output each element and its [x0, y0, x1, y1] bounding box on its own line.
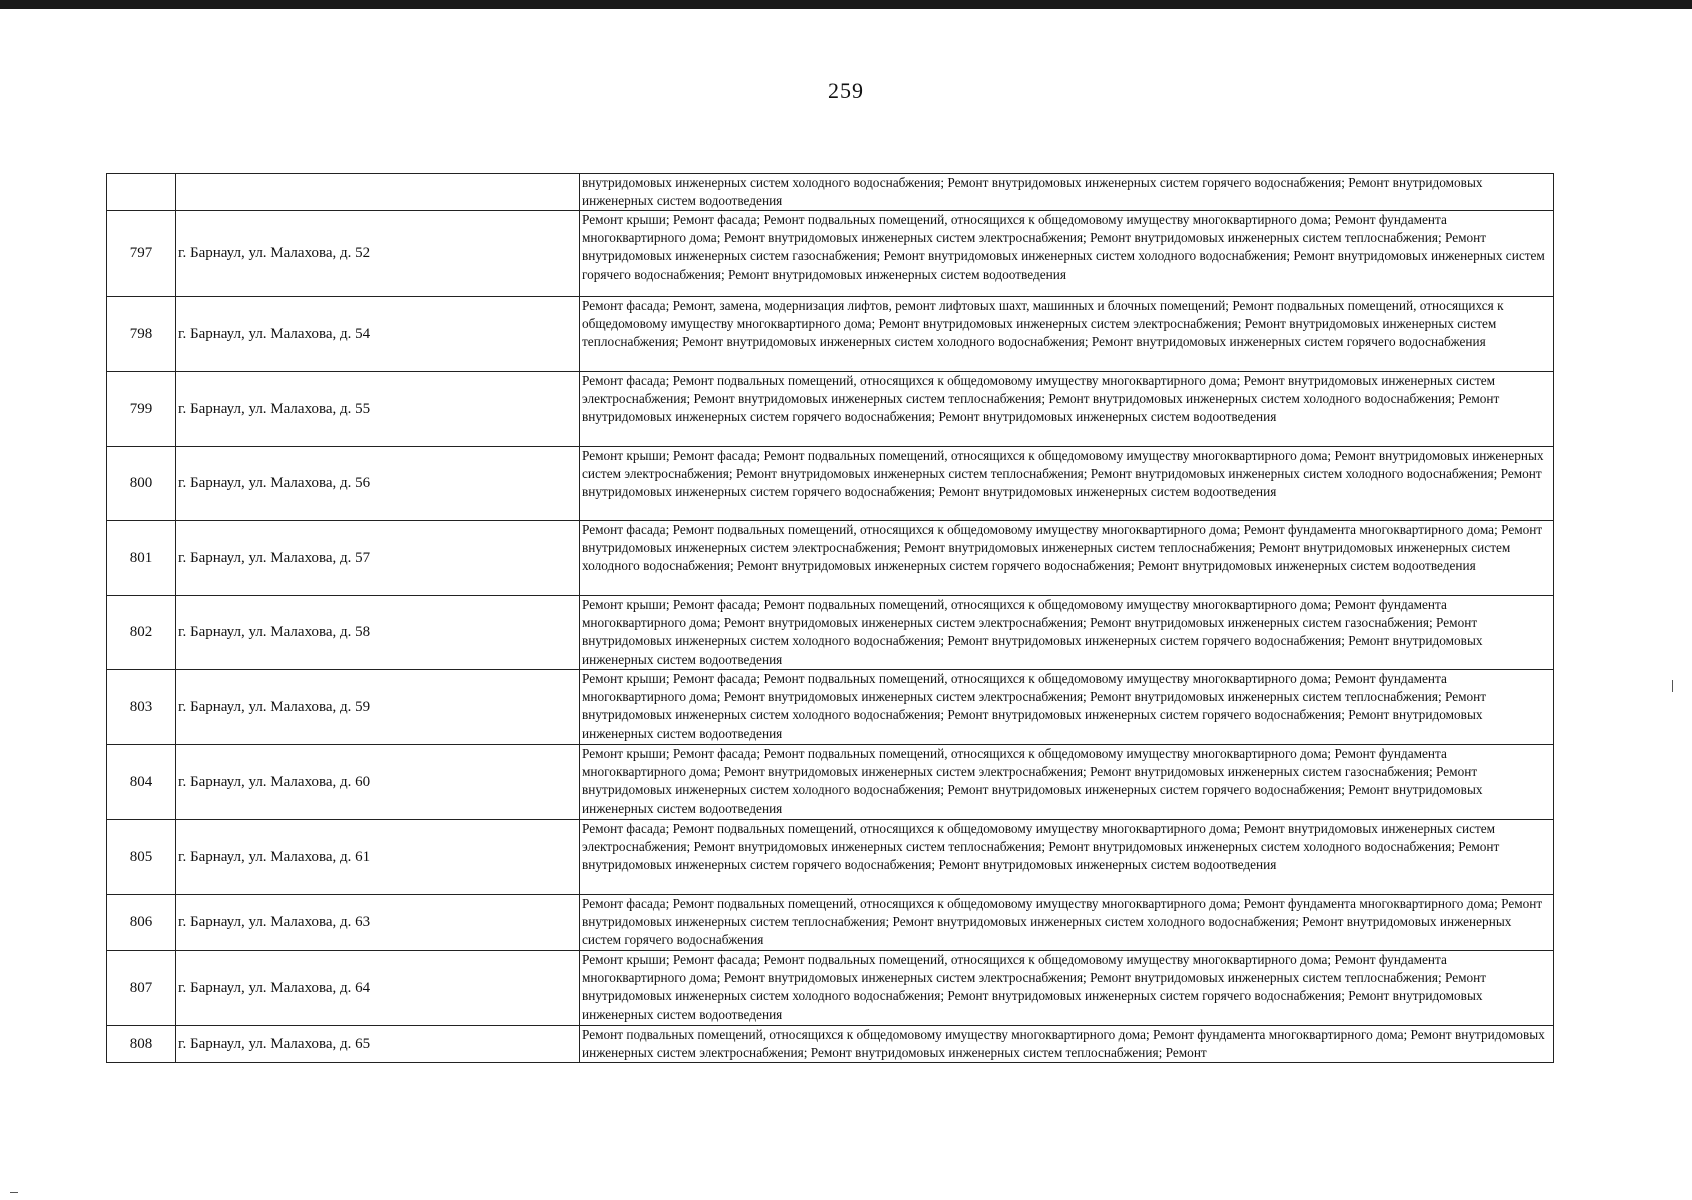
- repair-works-text: внутридомовых инженерных систем холодного водоснабжения; Ремонт внутридомовых инженерных систем горячего водоснабжения; Ремонт внутридомовых инженерных систем водоотведения: [582, 175, 1483, 209]
- house-address: г. Барнаул, ул. Малахова, д. 65: [176, 1026, 580, 1063]
- repair-works-text: Ремонт фасада; Ремонт подвальных помещений, относящихся к общедомовому имуществу многоквартирного дома; Ремонт внутридомовых инженерных систем электроснабжения; Ремонт внутридомовых инженерных систем теплоснабжения; Ремонт внутридомовых инженерных систем холодного водоснабжения; Ремонт внутридомовых инженерных систем горячего водоснабжения; Ремонт внутридомовых инженерных систем водоотведения: [582, 373, 1500, 425]
- repair-works-text: Ремонт подвальных помещений, относящихся к общедомовому имуществу многоквартирного дома; Ремонт фундамента многоквартирного дома; Ремонт внутридомовых инженерных систем электроснабжения; Ремонт внутридомовых инженерных систем теплоснабжения; Ремонт: [582, 1027, 1545, 1061]
- row-number: 805: [107, 820, 176, 895]
- house-address: г. Барнаул, ул. Малахова, д. 64: [176, 951, 580, 1026]
- repair-works-cell: [580, 670, 1554, 745]
- table-row: [107, 447, 1554, 521]
- table-row: [107, 745, 1554, 820]
- house-address: г. Барнаул, ул. Малахова, д. 54: [176, 297, 580, 372]
- repair-works-text: Ремонт крыши; Ремонт фасада; Ремонт подвальных помещений, относящихся к общедомовому имуществу многоквартирного дома; Ремонт фундамента многоквартирного дома; Ремонт внутридомовых инженерных систем электроснабжения; Ремонт внутридомовых инженерных систем теплоснабжения; Ремонт внутридомовых инженерных систем холодного водоснабжения; Ремонт внутридомовых инженерных систем горячего водоснабжения; Ремонт внутридомовых инженерных систем водоотведения: [582, 952, 1487, 1022]
- house-address: г. Барнаул, ул. Малахова, д. 59: [176, 670, 580, 745]
- table-row: [107, 596, 1554, 670]
- repair-works-text: Ремонт крыши; Ремонт фасада; Ремонт подвальных помещений, относящихся к общедомовому имуществу многоквартирного дома; Ремонт фундамента многоквартирного дома; Ремонт внутридомовых инженерных систем электроснабжения; Ремонт внутридомовых инженерных систем теплоснабжения; Ремонт внутридомовых инженерных систем холодного водоснабжения; Ремонт внутридомовых инженерных систем горячего водоснабжения; Ремонт внутридомовых инженерных систем водоотведения: [582, 671, 1487, 741]
- table-row: [107, 174, 1554, 211]
- table-row: [107, 297, 1554, 372]
- row-number: 806: [107, 895, 176, 951]
- table-row: [107, 211, 1554, 297]
- repair-works-cell: [580, 596, 1554, 670]
- repair-works-cell: [580, 372, 1554, 447]
- row-number: 798: [107, 297, 176, 372]
- repair-works-text: Ремонт крыши; Ремонт фасада; Ремонт подвальных помещений, относящихся к общедомовому имуществу многоквартирного дома; Ремонт внутридомовых инженерных систем электроснабжения; Ремонт внутридомовых инженерных систем теплоснабжения; Ремонт внутридомовых инженерных систем холодного водоснабжения; Ремонт внутридомовых инженерных систем горячего водоснабжения; Ремонт внутридомовых инженерных систем водоотведения: [582, 448, 1544, 500]
- table-row: [107, 820, 1554, 895]
- table-row: [107, 670, 1554, 745]
- row-number: 807: [107, 951, 176, 1026]
- repair-works-cell: [580, 820, 1554, 895]
- repair-works-text: Ремонт крыши; Ремонт фасада; Ремонт подвальных помещений, относящихся к общедомовому имуществу многоквартирного дома; Ремонт фундамента многоквартирного дома; Ремонт внутридомовых инженерных систем электроснабжения; Ремонт внутридомовых инженерных систем теплоснабжения; Ремонт внутридомовых инженерных систем газоснабжения; Ремонт внутридомовых инженерных систем холодного водоснабжения; Ремонт внутридомовых инженерных систем горячего водоснабжения; Ремонт внутридомовых инженерных систем водоотведения: [582, 212, 1545, 282]
- repair-works-text: Ремонт крыши; Ремонт фасада; Ремонт подвальных помещений, относящихся к общедомовому имуществу многоквартирного дома; Ремонт фундамента многоквартирного дома; Ремонт внутридомовых инженерных систем электроснабжения; Ремонт внутридомовых инженерных систем газоснабжения; Ремонт внутридомовых инженерных систем холодного водоснабжения; Ремонт внутридомовых инженерных систем горячего водоснабжения; Ремонт внутридомовых инженерных систем водоотведения: [582, 597, 1483, 667]
- table-row: [107, 951, 1554, 1026]
- house-address: г. Барнаул, ул. Малахова, д. 52: [176, 211, 580, 297]
- repair-works-text: Ремонт фасада; Ремонт подвальных помещений, относящихся к общедомовому имуществу многоквартирного дома; Ремонт фундамента многоквартирного дома; Ремонт внутридомовых инженерных систем электроснабжения; Ремонт внутридомовых инженерных систем теплоснабжения; Ремонт внутридомовых инженерных систем холодного водоснабжения; Ремонт внутридомовых инженерных систем горячего водоснабжения; Ремонт внутридомовых инженерных систем водоотведения: [582, 522, 1543, 574]
- repair-works-cell: [580, 951, 1554, 1026]
- repair-works-cell: [580, 521, 1554, 596]
- repair-works-cell: [580, 297, 1554, 372]
- row-number: 797: [107, 211, 176, 297]
- scan-mark: [1672, 680, 1673, 692]
- house-address: г. Барнаул, ул. Малахова, д. 63: [176, 895, 580, 951]
- table-row: [107, 521, 1554, 596]
- house-address: г. Барнаул, ул. Малахова, д. 56: [176, 447, 580, 521]
- page-number: 259: [828, 78, 864, 103]
- repair-works-cell: [580, 1026, 1554, 1063]
- house-address: г. Барнаул, ул. Малахова, д. 55: [176, 372, 580, 447]
- row-number: 800: [107, 447, 176, 521]
- table-row: [107, 1026, 1554, 1063]
- row-number: 808: [107, 1026, 176, 1063]
- scan-mark: [10, 1192, 18, 1193]
- row-number: 803: [107, 670, 176, 745]
- repair-works-text: Ремонт фасада; Ремонт, замена, модернизация лифтов, ремонт лифтовых шахт, машинных и блочных помещений; Ремонт подвальных помещений, относящихся к общедомовому имуществу многоквартирного дома; Ремонт внутридомовых инженерных систем электроснабжения; Ремонт внутридомовых инженерных систем теплоснабжения; Ремонт внутридомовых инженерных систем холодного водоснабжения; Ремонт внутридомовых инженерных систем горячего водоснабжения: [582, 298, 1504, 350]
- row-number: 799: [107, 372, 176, 447]
- row-number: 801: [107, 521, 176, 596]
- row-number: [107, 174, 176, 211]
- house-address: [176, 174, 580, 211]
- scan-top-border: [0, 0, 1692, 9]
- repair-works-cell: [580, 895, 1554, 951]
- repair-works-text: Ремонт крыши; Ремонт фасада; Ремонт подвальных помещений, относящихся к общедомовому имуществу многоквартирного дома; Ремонт фундамента многоквартирного дома; Ремонт внутридомовых инженерных систем электроснабжения; Ремонт внутридомовых инженерных систем газоснабжения; Ремонт внутридомовых инженерных систем холодного водоснабжения; Ремонт внутридомовых инженерных систем горячего водоснабжения; Ремонт внутридомовых инженерных систем водоотведения: [582, 746, 1483, 816]
- repair-works-cell: [580, 745, 1554, 820]
- repair-works-cell: [580, 447, 1554, 521]
- house-address: г. Барнаул, ул. Малахова, д. 58: [176, 596, 580, 670]
- repair-works-cell: [580, 174, 1554, 211]
- repair-works-cell: [580, 211, 1554, 297]
- row-number: 804: [107, 745, 176, 820]
- house-address: г. Барнаул, ул. Малахова, д. 57: [176, 521, 580, 596]
- row-number: 802: [107, 596, 176, 670]
- house-address: г. Барнаул, ул. Малахова, д. 61: [176, 820, 580, 895]
- table-row: [107, 372, 1554, 447]
- repair-works-text: Ремонт фасада; Ремонт подвальных помещений, относящихся к общедомовому имуществу многоквартирного дома; Ремонт внутридомовых инженерных систем электроснабжения; Ремонт внутридомовых инженерных систем теплоснабжения; Ремонт внутридомовых инженерных систем холодного водоснабжения; Ремонт внутридомовых инженерных систем горячего водоснабжения; Ремонт внутридомовых инженерных систем водоотведения: [582, 821, 1500, 873]
- repair-works-text: Ремонт фасада; Ремонт подвальных помещений, относящихся к общедомовому имуществу многоквартирного дома; Ремонт фундамента многоквартирного дома; Ремонт внутридомовых инженерных систем теплоснабжения; Ремонт внутридомовых инженерных систем холодного водоснабжения; Ремонт внутридомовых инженерных систем горячего водоснабжения: [582, 896, 1543, 948]
- house-address: г. Барнаул, ул. Малахова, д. 60: [176, 745, 580, 820]
- table-row: [107, 895, 1554, 951]
- repair-works-table: [106, 173, 1554, 1063]
